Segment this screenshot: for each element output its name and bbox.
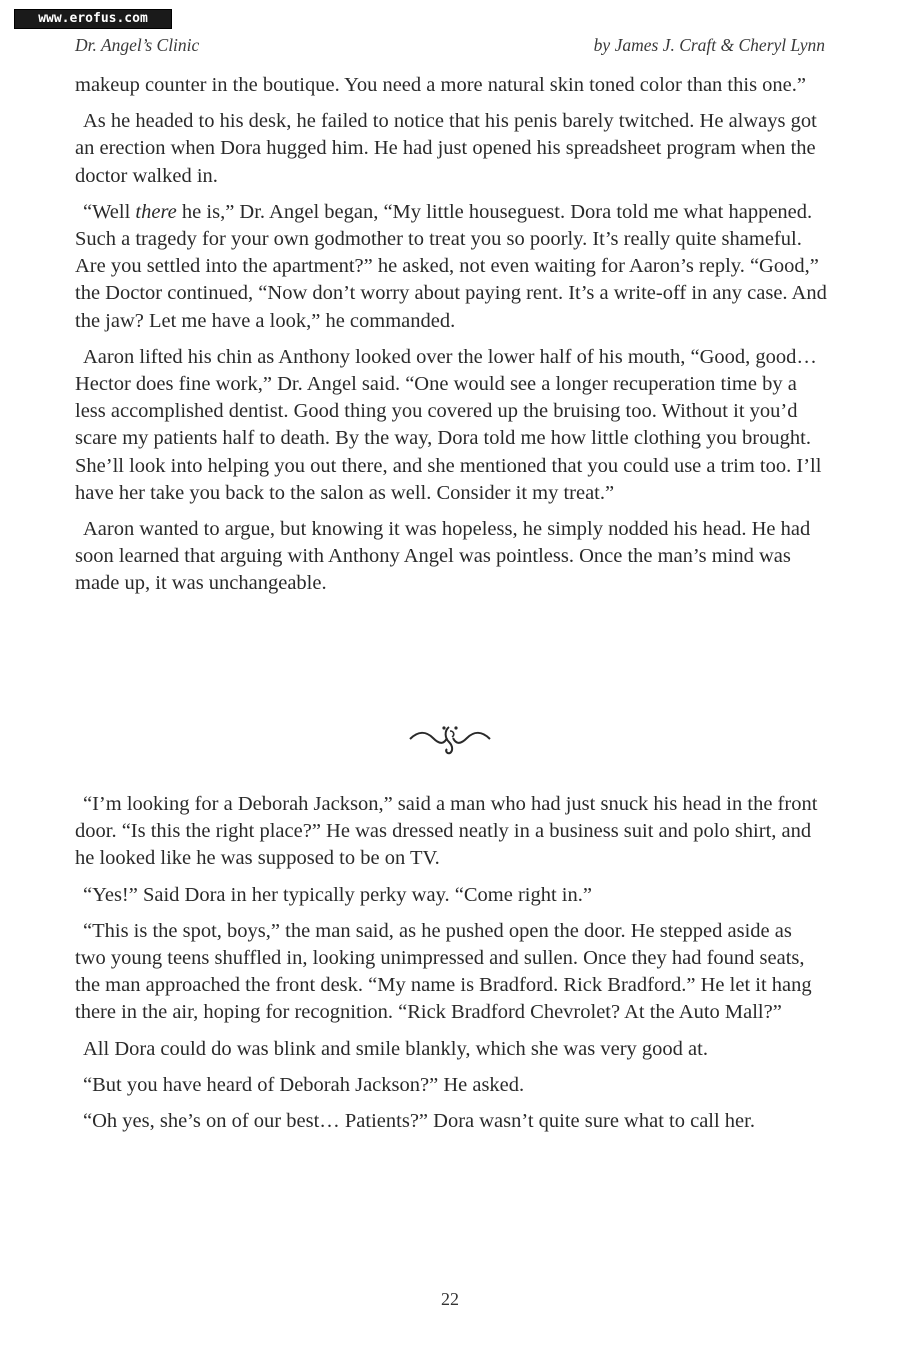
page-number: 22 <box>441 1289 459 1309</box>
paragraph: “I’m looking for a Deborah Jackson,” said a man who had just snuck his head in the front door. “Is this the right place?” He was dressed neatly in a business suit and polo shirt, and he looked like he was supposed to be on TV. <box>75 793 818 870</box>
paragraph <box>75 199 827 335</box>
paragraph-text: “Well <box>83 200 136 223</box>
site-watermark: www.erofus.com <box>14 9 172 29</box>
body-text-section-2 <box>75 791 827 1144</box>
paragraph: Aaron lifted his chin as Anthony looked over the lower half of his mouth, “Good, good… Hector does fine work,” Dr. Angel said. “One would see a longer recuperation time by a less accomplished dentist. Good thing you covered up the bruising too. Without it you’d scare my patients half to death. By the way, Dora told me how little clothing you brought. She’ll look into helping you out there, and she mentioned that you could use a trim too. I’ll have her take you back to the salon as well. Consider it my treat.” <box>75 345 822 504</box>
running-header <box>75 35 825 59</box>
paragraph: All Dora could do was blink and smile blankly, which she was very good at. <box>83 1037 708 1060</box>
paragraph: “Yes!” Said Dora in her typically perky way. “Come right in.” <box>83 883 592 906</box>
book-title: Dr. Angel’s Clinic <box>75 35 200 55</box>
emphasized-word: there <box>135 200 177 223</box>
paragraph: “This is the spot, boys,” the man said, as he pushed open the door. He stepped aside as two young teens shuffled in, looking unimpressed and sullen. Once they had found seats, the man approached the front desk. “My name is Bradford. Rick Bradford.” He let it hang there in the air, hoping for recognition. “Rick Bradford Chevrolet? At the Auto Mall?” <box>75 919 812 1024</box>
scene-break-flourish-icon <box>400 718 500 758</box>
paragraph: Aaron wanted to argue, but knowing it was hopeless, he simply nodded his head. He had soon learned that arguing with Anthony Angel was pointless. Once the man’s mind was made up, it was unchangeable. <box>75 518 811 595</box>
paragraph: makeup counter in the boutique. You need a more natural skin toned color than this one.” <box>75 74 806 96</box>
paragraph: “Oh yes, she’s on of our best… Patients?” Dora wasn’t quite sure what to call her. <box>83 1110 755 1133</box>
paragraph: As he headed to his desk, he failed to notice that his penis barely twitched. He always got an erection when Dora hugged him. He had just opened his spreadsheet program when the doctor walked in. <box>75 110 817 187</box>
book-authors: by James J. Craft & Cheryl Lynn <box>593 35 825 55</box>
paragraph-text: he is,” Dr. Angel began, “My little houseguest. Dora told me what happened. Such a tragedy for your own godmother to treat you so poorly. It’s really quite shameful. Are you settled into the apartment?” he asked, not even waiting for Aaron’s reply. “Good,” the Doctor continued, “Now don’t worry about paying rent. It’s a write-off in any case. And the jaw? Let me have a look,” he commanded. <box>75 200 827 332</box>
body-text-section-1 <box>75 72 827 607</box>
paragraph: “But you have heard of Deborah Jackson?” He asked. <box>83 1073 525 1096</box>
